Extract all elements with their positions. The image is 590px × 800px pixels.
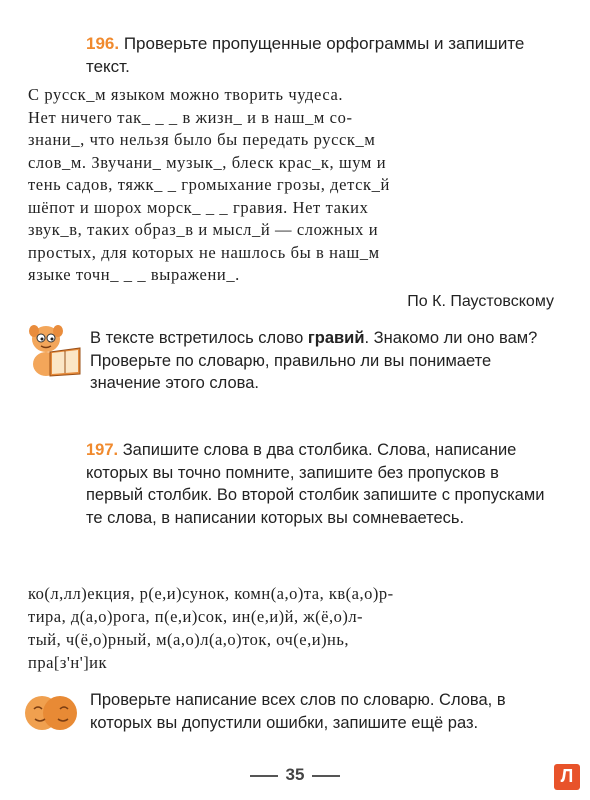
page-number-dash: [250, 775, 278, 777]
text-line: слов_м. Звучани_ музык_, блеск крас_к, шум и: [28, 152, 387, 172]
page-number-value: 35: [285, 765, 305, 784]
logo-letter: Л: [560, 766, 574, 786]
page-number: [0, 765, 590, 785]
text-line: С русск_м языком можно творить чудеса.: [28, 85, 344, 104]
exercise-196-task: [86, 32, 556, 78]
check-note: Проверьте написание всех слов по словарю. Слова, в которых вы допустили ошибки, запишите ещё раз.: [90, 691, 506, 732]
text-line: Нет ничего так_ _ _ в жизн_ и в наш_м со-: [28, 107, 353, 127]
note-text-end: . Знакомо ли оно вам? Проверьте по словарю, правильно ли вы понимаете значение этого слова.: [90, 329, 538, 392]
word-line: тира, д(а,о)рога, п(е,и)сок, ин(е,и)й, ж(ё,о)л-: [28, 607, 364, 626]
text-line: знани_, что нельзя было бы передать русск_м: [28, 130, 376, 149]
publisher-logo-icon: [554, 764, 580, 790]
word-line: тый, ч(ё,о)рный, м(а,о)л(а,о)ток, оч(е,и)нь,: [28, 630, 350, 649]
text-line: звук_в, таких образ_в и мысл_й — сложных и: [28, 220, 379, 239]
word-line: пра[з'н']ик: [28, 653, 108, 672]
text-line: шёпот и шорох морск_ _ _ гравия. Нет таких: [28, 197, 369, 217]
word-line: ко(л,лл)екция, р(е,и)сунок, комн(а,о)та, кв(а,о)р-: [28, 584, 394, 603]
note-text-start: В тексте встретилось слово: [90, 329, 308, 347]
exercise-196-text: [28, 84, 556, 287]
exercise-197-task: [86, 439, 556, 529]
page-number-dash: [312, 775, 340, 777]
reading-character-icon: [22, 322, 84, 380]
text-author: По К. Паустовскому: [407, 293, 554, 310]
two-faces-icon: [22, 689, 80, 737]
exercise-197-words: [28, 582, 558, 674]
highlighted-word: гравий: [307, 329, 365, 347]
exercise-instruction: Запишите слова в два столбика. Слова, написание которых вы точно помните, запишите без пропусков в первый столбик. Во второй столбик запишите с пропусками те слова, в написании которых вы сомневаетесь.: [86, 441, 545, 527]
text-line: тень садов, тяжк_ _ громыхание грозы, детск_й: [28, 175, 390, 194]
exercise-number: 196.: [86, 34, 120, 53]
exercise-instruction: Проверьте пропущенные орфограммы и запишите текст.: [86, 34, 525, 76]
text-line: языке точн_ _ _ выражени_.: [28, 265, 240, 284]
exercise-number: 197.: [86, 441, 119, 459]
dictionary-note: [90, 327, 556, 395]
text-line: простых, для которых не нашлось бы в наш_м: [28, 242, 380, 262]
